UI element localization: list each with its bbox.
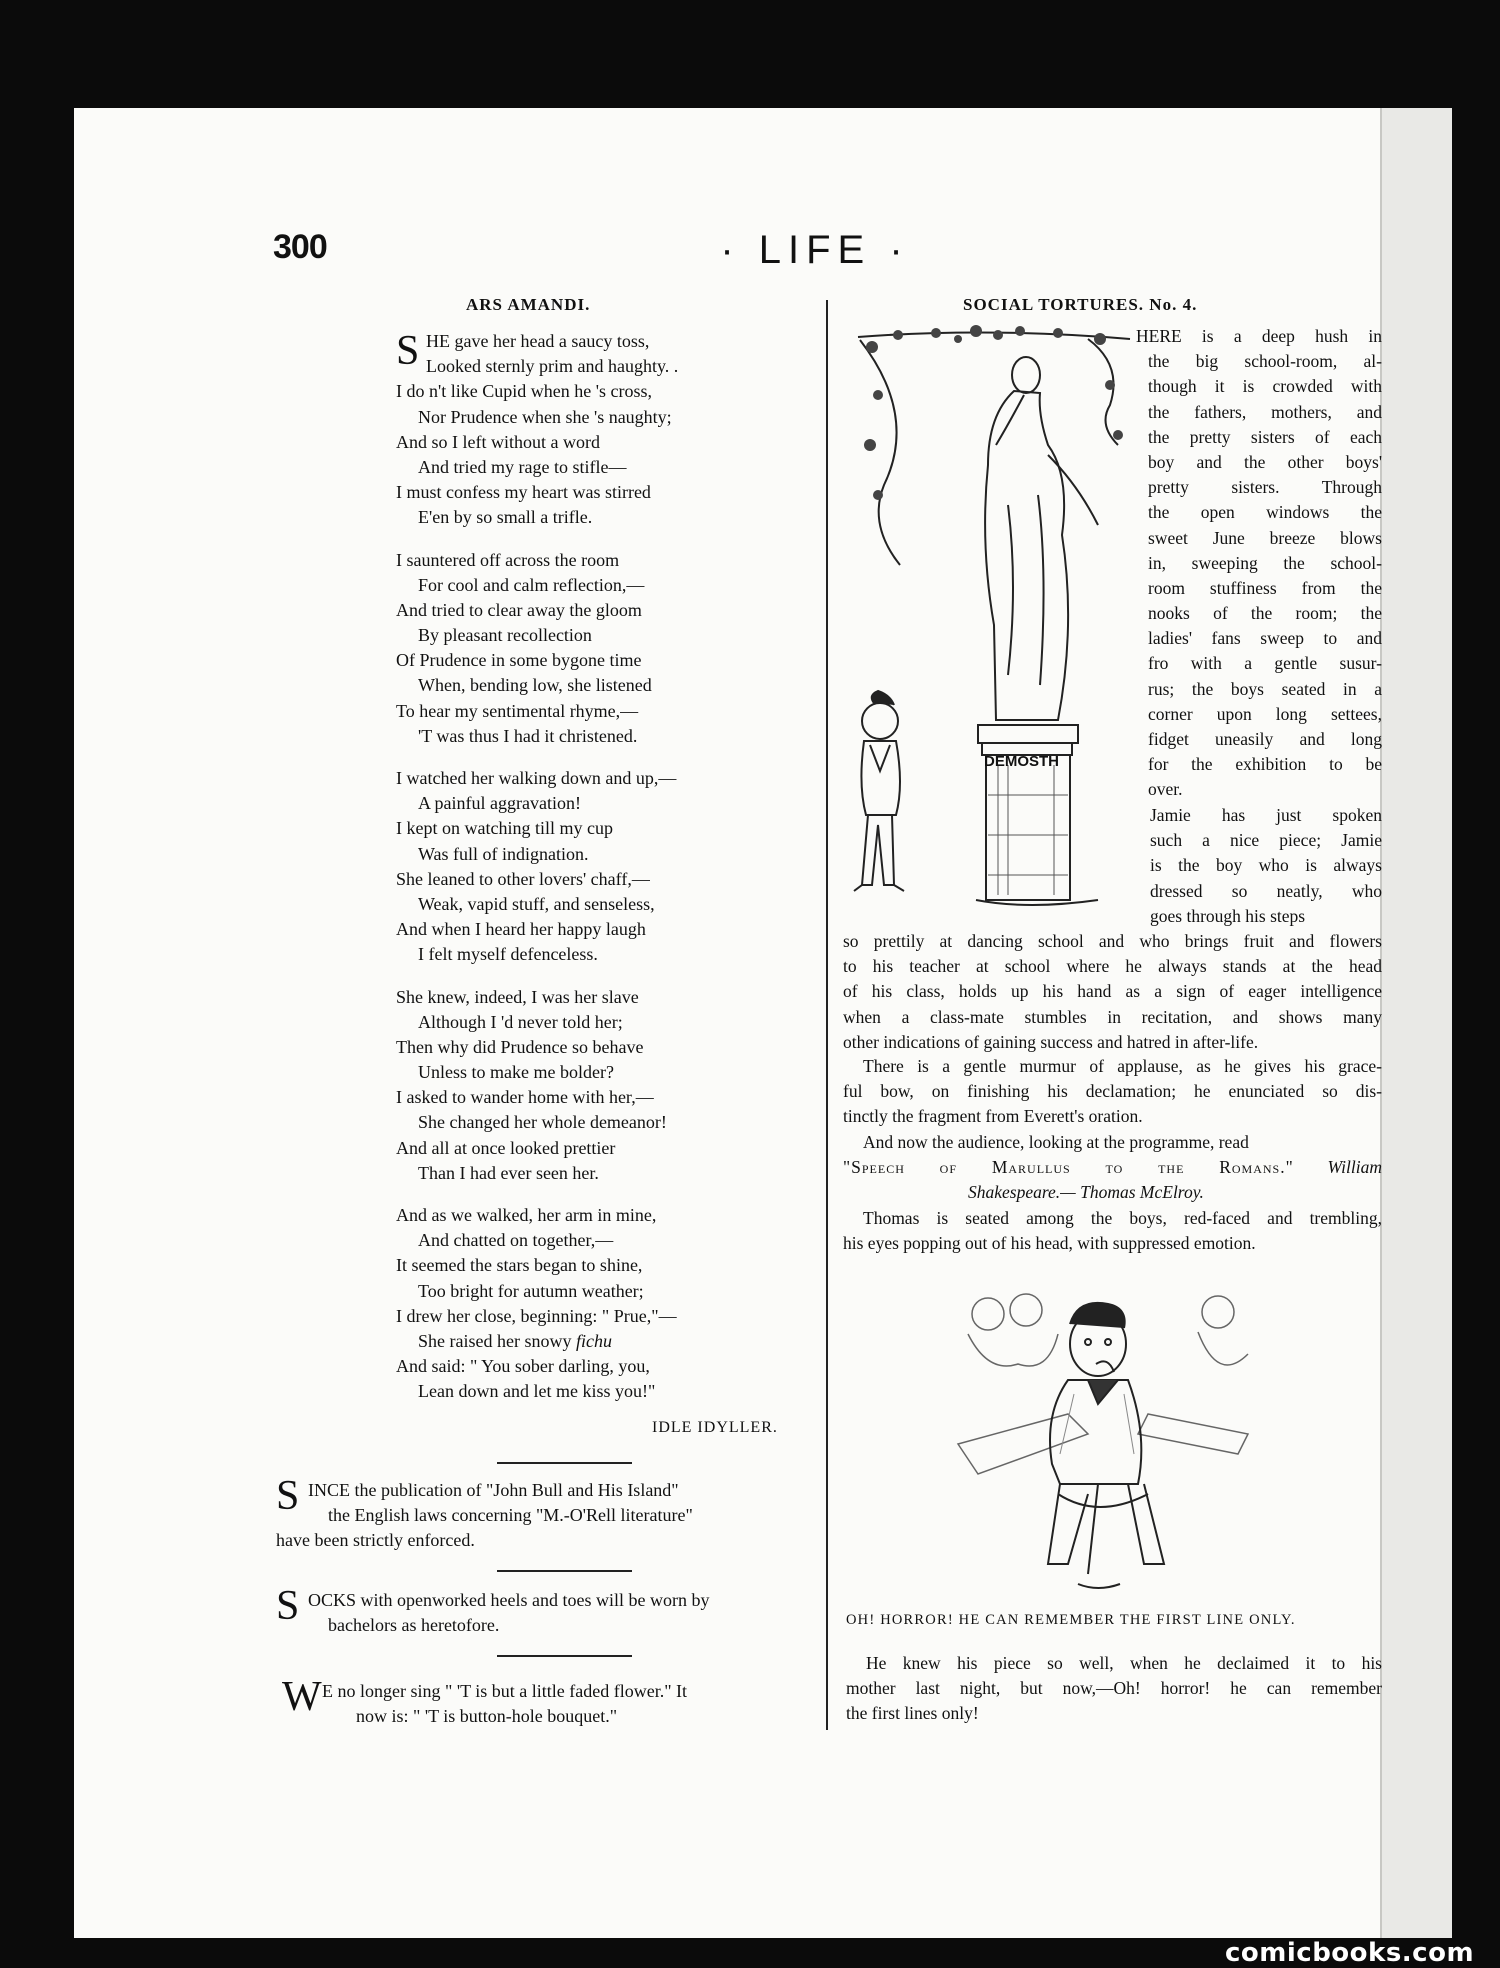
poem-line: By pleasant recollection — [418, 625, 592, 646]
stanza-gap — [396, 749, 678, 766]
programme-paragraph — [843, 1130, 1382, 1206]
article-line: pretty sisters. Through — [1148, 477, 1382, 498]
poem-line: And said: " You sober darling, you, — [396, 1356, 650, 1377]
poem-line: HE gave her head a saucy toss, — [426, 331, 650, 351]
poem-line: I asked to wander home with her,— — [396, 1087, 654, 1108]
next-page-edge — [1380, 108, 1452, 1938]
source-watermark: comicbooks.com — [1225, 1938, 1475, 1968]
drop-cap: S — [276, 1473, 300, 1519]
drop-cap: S — [276, 1583, 300, 1629]
squib-line: now is: " 'T is button-hole bouquet." — [356, 1706, 618, 1726]
poem-line: And tried my rage to stifle— — [418, 456, 627, 477]
poem-line: She knew, indeed, I was her slave — [396, 986, 639, 1007]
squib-line: the English laws concerning "M.-O'Rell literature" — [328, 1505, 693, 1525]
poem-line: When, bending low, she listened — [418, 675, 652, 696]
squib-line: have been strictly enforced. — [276, 1530, 475, 1550]
poem-line: It seemed the stars began to shine, — [396, 1255, 643, 1276]
divider-rule — [497, 1570, 632, 1572]
article-line: such a nice piece; Jamie — [1150, 830, 1382, 851]
poem-line: I do n't like Cupid when he 's cross, — [396, 381, 652, 402]
divider-rule — [497, 1462, 632, 1464]
article-line: so prettily at dancing school and who brings fruit and flowers — [843, 931, 1382, 951]
article-line: when a class-mate stumbles in recitation, and shows many — [843, 1006, 1382, 1027]
article-line: rus; the boys seated in a — [1148, 678, 1382, 699]
poem-line: I watched her walking down and up,— — [396, 768, 677, 788]
poem-line: And chatted on together,— — [418, 1230, 614, 1251]
poem-line: She changed her whole demeanor! — [418, 1112, 667, 1133]
poem-line: Looked sternly prim and haughty. . — [426, 356, 679, 377]
poem-line: And so I left without a word — [396, 431, 600, 452]
poem-line: Although I 'd never told her; — [418, 1011, 623, 1032]
poem — [396, 329, 678, 1405]
final-paragraph — [846, 1651, 1382, 1727]
poem-line: I drew her close, beginning: " Prue,"— — [396, 1305, 677, 1326]
poem-line: Than I had ever seen her. — [418, 1162, 599, 1183]
article-line: the fathers, mothers, and — [1148, 401, 1382, 422]
article-line: fidget uneasily and long — [1148, 729, 1382, 749]
drop-cap: S — [396, 328, 420, 374]
poem-line: And when I heard her happy laugh — [396, 919, 646, 940]
article-line: for the exhibition to be — [1148, 754, 1382, 775]
article-line: tinctly the fragment from Everett's oration. — [843, 1106, 1143, 1127]
article-line: over. — [1148, 779, 1183, 800]
article-line: dressed so neatly, who — [1150, 880, 1382, 901]
poem-line: I must confess my heart was stirred — [396, 482, 651, 503]
article-line: He knew his piece so well, when he declaimed it to his — [866, 1653, 1382, 1673]
stanza-gap — [396, 1186, 678, 1203]
article-line: is the boy who is always — [1150, 855, 1382, 876]
article-line: the first lines only! — [846, 1703, 979, 1724]
poem-line: And as we walked, her arm in mine, — [396, 1205, 657, 1225]
divider-rule — [497, 1655, 632, 1657]
article-line: mother last night, but now,—Oh! horror! he can remember — [846, 1678, 1382, 1699]
poem-line: She raised her snowy fichu — [418, 1330, 612, 1351]
poem-line: To hear my sentimental rhyme,— — [396, 700, 639, 721]
article-line: Thomas is seated among the boys, red-faced and trembling, — [863, 1208, 1382, 1228]
squib-3 — [282, 1679, 818, 1729]
article-line: the open windows the — [1148, 502, 1382, 523]
applause-paragraph — [843, 1054, 1382, 1130]
jamie-paragraph — [1150, 803, 1382, 929]
stanza-gap — [396, 531, 678, 548]
article-line: the big school-room, al- — [1148, 351, 1382, 372]
article-line: sweet June breeze blows — [1148, 527, 1382, 548]
article-line: goes through his steps — [1150, 905, 1306, 926]
jamie-continuation — [843, 929, 1382, 1055]
programme-author: William — [1327, 1157, 1382, 1178]
squib-line: INCE the publication of "John Bull and His Island" — [308, 1480, 679, 1500]
stanza-gap — [396, 968, 678, 985]
article-line: HERE is a deep hush in — [1136, 326, 1382, 346]
article-narrow-block — [1136, 324, 1382, 803]
poem-line: I sauntered off across the room — [396, 549, 620, 570]
poem-line: Of Prudence in some bygone time — [396, 650, 642, 671]
article-line: of his class, holds up his hand as a sign of eager intelligence — [843, 981, 1382, 1002]
boy-reciting-illustration — [948, 1284, 1268, 1594]
squib-line: OCKS with openworked heels and toes will be worn by — [308, 1590, 710, 1610]
poem-line: E'en by so small a trifle. — [418, 507, 593, 528]
column-divider — [826, 300, 828, 1730]
article-line: ladies' fans sweep to and — [1148, 628, 1382, 649]
article-line: boy and the other boys' — [1148, 451, 1382, 472]
pedestal-label: DEMOSTH — [984, 753, 1059, 770]
programme-title: "Speech of Marullus to the Romans." — [843, 1157, 1294, 1178]
squib-line: bachelors as heretofore. — [328, 1615, 500, 1635]
poem-title: ARS AMANDI. — [466, 295, 591, 314]
article-line: the pretty sisters of each — [1148, 426, 1382, 447]
drop-cap: W — [282, 1674, 322, 1720]
article-line: other indications of gaining success and hatred in after-life. — [843, 1031, 1259, 1052]
poem-line: Lean down and let me kiss you!" — [418, 1381, 656, 1402]
poem-line: And tried to clear away the gloom — [396, 599, 642, 620]
squib-1 — [276, 1478, 818, 1553]
poem-line: Too bright for autumn weather; — [418, 1280, 644, 1301]
masthead: · LIFE · — [720, 228, 910, 272]
illustration-caption: OH! HORROR! HE CAN REMEMBER THE FIRST LINE ONLY. — [846, 1612, 1296, 1628]
programme-author-line: Shakespeare.— Thomas McElroy. — [968, 1182, 1204, 1203]
article-line: nooks of the room; the — [1148, 603, 1382, 624]
article-line: room stuffiness from the — [1148, 577, 1382, 598]
poem-line: A painful aggravation! — [418, 793, 581, 814]
thomas-paragraph — [843, 1206, 1382, 1256]
poem-line: Weak, vapid stuff, and senseless, — [418, 893, 655, 914]
poem-line: I kept on watching till my cup — [396, 818, 613, 839]
poem-line: Then why did Prudence so behave — [396, 1036, 644, 1057]
article-line: Jamie has just spoken — [1150, 805, 1382, 825]
article-line: ful bow, on finishing his declamation; he enunciated so dis- — [843, 1081, 1382, 1102]
poem-line: For cool and calm reflection,— — [418, 574, 645, 595]
poem-line: And all at once looked prettier — [396, 1137, 616, 1158]
poem-signature: IDLE IDYLLER. — [652, 1419, 778, 1436]
poem-line: 'T was thus I had it christened. — [418, 725, 638, 746]
squib-2 — [276, 1588, 818, 1638]
poem-line: She leaned to other lovers' chaff,— — [396, 868, 650, 889]
poem-line: Unless to make me bolder? — [418, 1062, 614, 1083]
article-line: though it is crowded with — [1148, 376, 1382, 397]
article-line: fro with a gentle susur- — [1148, 653, 1382, 674]
article-line: corner upon long settees, — [1148, 703, 1382, 724]
poem-line: Was full of indignation. — [418, 843, 589, 864]
page-number: 300 — [273, 228, 327, 266]
article-line: his eyes popping out of his head, with suppressed emotion. — [843, 1233, 1256, 1254]
poem-line: I felt myself defenceless. — [418, 944, 598, 965]
demosthenes-statue-illustration — [848, 325, 1140, 910]
article-line: in, sweeping the school- — [1148, 552, 1382, 573]
article-line: to his teacher at school where he always stands at the head — [843, 956, 1382, 977]
poem-line: Nor Prudence when she 's naughty; — [418, 406, 672, 427]
programme-intro: And now the audience, looking at the programme, read — [863, 1132, 1249, 1152]
article-title: SOCIAL TORTURES. No. 4. — [963, 295, 1198, 314]
programme-line — [843, 1155, 1382, 1180]
squib-line: E no longer sing " 'T is but a little faded flower." It — [322, 1681, 688, 1701]
article-line: There is a gentle murmur of applause, as he gives his grace- — [863, 1056, 1382, 1076]
